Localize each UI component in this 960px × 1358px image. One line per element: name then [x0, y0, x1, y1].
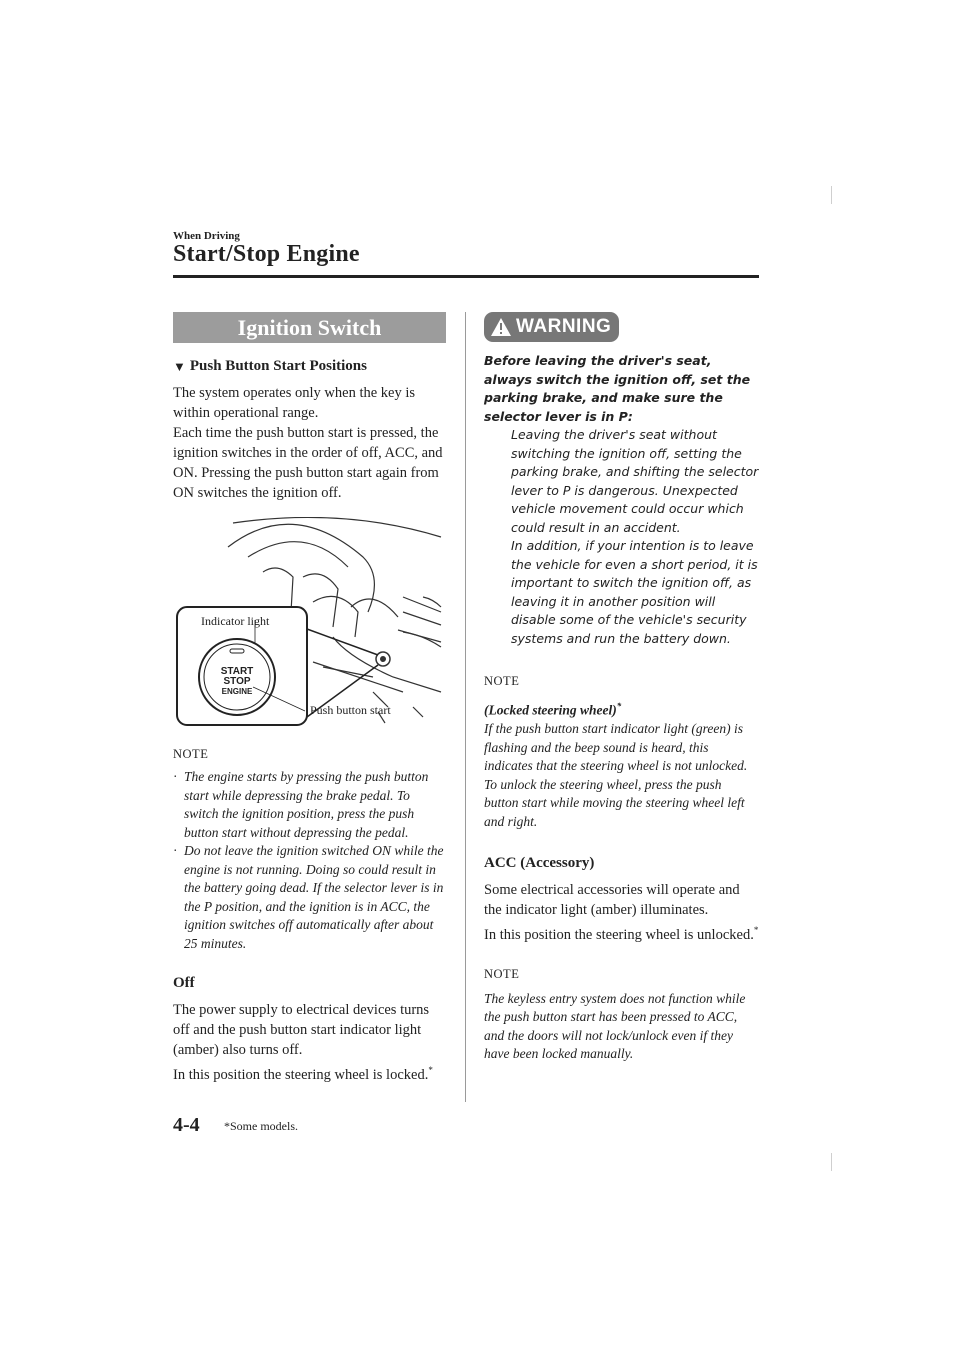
- triangle-down-icon: ▼: [173, 358, 186, 374]
- off-heading: Off: [173, 975, 195, 991]
- acc-text-2-content: In this position the steering wheel is unlocked.: [484, 926, 754, 943]
- right-column: [484, 312, 759, 1064]
- footnote: *Some models.: [224, 1119, 298, 1133]
- note-heading: NOTE: [484, 674, 520, 688]
- off-text-2-content: In this position the steering wheel is locked.: [173, 1066, 429, 1083]
- warning-paragraph-1: Leaving the driver's seat without switching the ignition off, setting the parking brake, and shifting the selector lever to P is dangerous. Unexpected vehicle movement could occur which could result in an accident.: [511, 427, 759, 535]
- footnote-marker: *: [753, 925, 759, 935]
- left-column: [173, 312, 446, 1085]
- note-heading: NOTE: [484, 966, 520, 981]
- push-button-label: Push button start: [310, 703, 391, 717]
- indicator-light-label: Indicator light: [201, 614, 270, 628]
- note-text: Do not leave the ignition switched ON while the engine is not running. Doing so could result in the battery going dead. If the selector lever is in the P position, and the ignition is in ACC, the ignition switches off automatically after about 25 minutes.: [184, 843, 444, 951]
- warning-bold-text: Before leaving the driver's seat, always switch the ignition off, set the parking brake, and make sure the selector lever is in P:: [484, 353, 751, 424]
- push-button-illustration: [173, 517, 446, 731]
- crop-mark-bottom: [831, 1153, 832, 1171]
- section-banner: Ignition Switch: [173, 312, 446, 343]
- acc-text-2: [484, 920, 759, 945]
- acc-text: Some electrical accessories will operate and the indicator light (amber) illuminates.: [484, 882, 740, 918]
- column-divider: [465, 312, 466, 1102]
- subheading-text: Push Button Start Positions: [189, 358, 367, 374]
- button-text-start: START: [220, 666, 254, 677]
- page-title: Start/Stop Engine: [173, 241, 360, 267]
- note-item: [173, 842, 446, 953]
- locked-text: If the push button start indicator light (green) is flashing and the beep sound is heard, this indicates that the steering wheel is not unlocked. To unlock the steering wheel, press the push button start while moving the steering wheel left and right.: [484, 721, 748, 829]
- off-text: The power supply to electrical devices turns off and the push button start indicator light (amber) also turns off.: [173, 1002, 430, 1058]
- button-text-stop: STOP: [223, 676, 251, 687]
- button-text-engine: ENGINE: [221, 687, 253, 696]
- locked-heading: [484, 697, 759, 720]
- note-text: The engine starts by pressing the push button start while depressing the brake pedal. To switch the ignition position, press the push button start without depressing the pedal.: [184, 769, 429, 840]
- intro-paragraph-1: The system operates only when the key is within operational range.: [173, 385, 416, 421]
- footnote-marker: *: [428, 1065, 433, 1075]
- bullet-icon: ·: [173, 769, 178, 784]
- off-text-2: [173, 1060, 446, 1085]
- intro-paragraph-2: Each time the push button start is pressed, the ignition switches in the order of off, ACC, and ON. Pressing the push button start again from ON switches the ignition off.: [173, 425, 443, 501]
- crop-mark-top: [831, 186, 832, 204]
- warning-paragraph-2: In addition, if your intention is to leave the vehicle for even a short period, it is important to switch the ignition off, as leaving it in another position will disable some of the vehicle's security systems and run the battery down.: [511, 538, 758, 646]
- note-item: [173, 768, 446, 842]
- note-heading: NOTE: [173, 747, 209, 761]
- page-number: 4-4: [173, 1114, 200, 1136]
- dashboard-drawing: [173, 517, 446, 731]
- warning-label: WARNING: [516, 316, 612, 337]
- acc-heading: ACC (Accessory): [484, 855, 595, 871]
- locked-heading-text: (Locked steering wheel): [484, 702, 617, 718]
- note-text: The keyless entry system does not function while the push button start has been pressed to ACC, and the doors will not lock/unlock even if they have been locked manually.: [484, 990, 746, 1062]
- warning-badge: [484, 312, 619, 342]
- warning-triangle-icon: [490, 317, 512, 337]
- bullet-icon: ·: [173, 843, 178, 858]
- footnote-marker: *: [616, 701, 622, 711]
- subheading: [173, 358, 446, 375]
- header-rule: [173, 275, 759, 278]
- section-label: When Driving: [173, 230, 240, 242]
